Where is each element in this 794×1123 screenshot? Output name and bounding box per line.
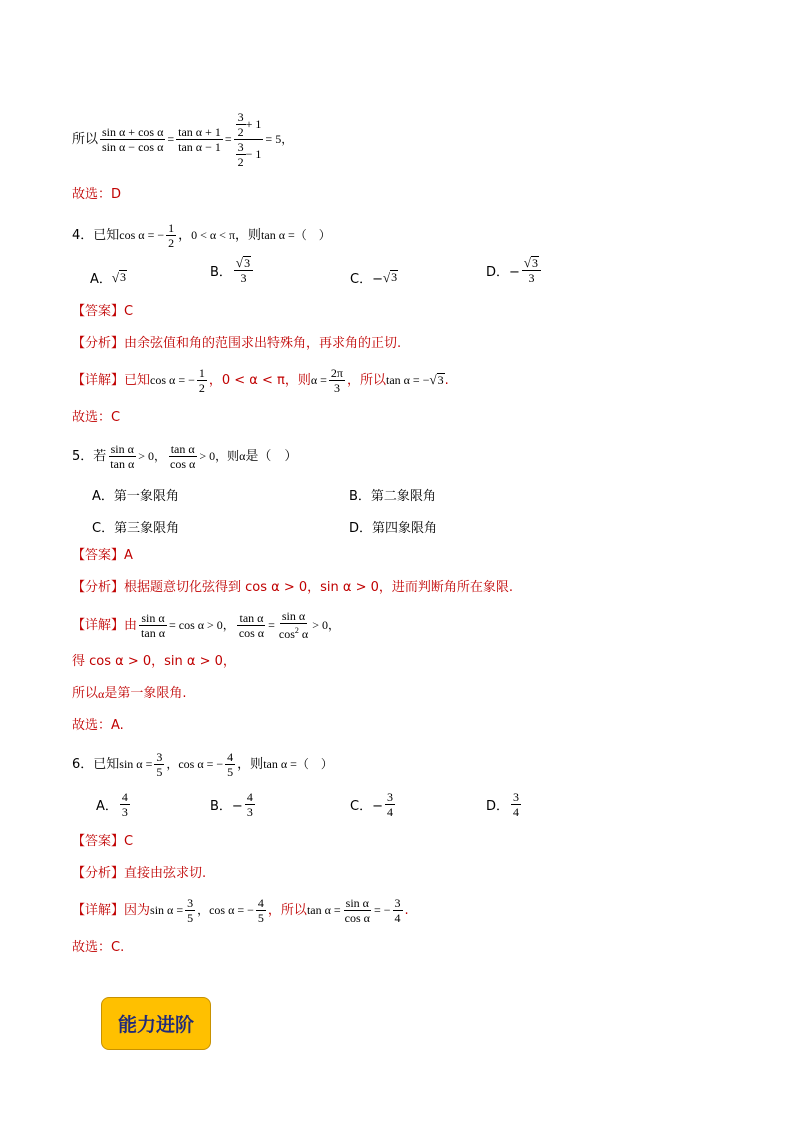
q4-stem-d: ，则 [235,227,262,243]
q6-stem-e: tan α =（ ） [263,757,333,771]
detail-tag: 【详解】 [72,617,125,633]
answer-text: A [124,548,133,563]
s1-frac3: $\frac{3}{2}$ + 1 $\frac{3}{2}$ − 1 [234,110,264,169]
q4-frac-half: $\frac{1}{2}$ [168,220,175,250]
q6-stem-a: 6．已知 [72,756,120,772]
q5-detail-d: > 0， [312,618,340,632]
q5-stem-b: > 0， [138,449,167,463]
q4-option-c: C．− √ 3 [350,269,398,287]
q6-opt-a-label: A． [96,799,118,814]
q6-stem-d: ，则 [237,756,264,772]
q4-detail-f: . [444,372,449,388]
s1-eq: = [167,132,175,146]
q5-detail-a: 由 [124,617,138,633]
q4-answer [72,305,133,318]
answer-text: C [124,834,134,849]
q6-stem-c: ，cos α = − [166,757,224,771]
q5-so [72,687,186,700]
q4-detail-b: ，0 < α < π，则 [208,372,311,388]
q5-final: 故选：A. [72,718,124,733]
q6-detail-e: tan α = [306,903,341,917]
q4-detail-a: 已知 [124,372,151,388]
q6-option-d: D． $\frac{3}{4}$ [486,790,520,819]
q4-detail-d: ，所以 [346,372,386,388]
q4-opt-d-label: D．− [486,265,520,280]
q4-stem-c: 0 < α < π [191,228,236,242]
answer-text: C [124,304,134,319]
q5-stem-a: 5．若 [72,448,107,464]
q6-stem-b: sin α = [119,757,153,771]
q5-detail-c: = [268,618,275,632]
q5-detail-b: = cos α > 0， [168,618,235,632]
analysis-tag: 【分析】 [72,580,125,595]
q6-option-a: A． $\frac{4}{3}$ [96,790,128,819]
s1-frac2: $\frac{\text{tan α + 1}}{\text{tan α − 1}}$ [178,124,221,154]
q5-so-a: 所以 [72,686,99,701]
q5-stem: 5．若 $\frac{\text{sin α}}{\text{tan α}}$ > 0， $\frac{\text{tan α}}{\text{cos α}}$ > 0，则 α 是（ ） [72,441,298,471]
q6-analysis [72,867,206,880]
q5-stem-d: α [239,449,246,463]
q4-detail: 【详解】 已知 cos α = − $\frac{1}{2}$ ，0 < α < π，则 α = $\frac{2\pi}{3}$ ，所以 tan α = − √ 3 . [72,365,449,395]
q6-opt-d-label: D． [486,799,510,814]
q4-stem-b: ， [178,227,192,243]
answer-tag: 【答案】 [72,548,125,563]
q4-detail-e: tan α = − [385,373,430,387]
q5-get: 得 cos α > 0，sin α > 0， [72,654,236,669]
q4-final: 故选：C [72,410,121,425]
q4-option-b: B． √ 3 3 [210,256,255,285]
q6-detail-c: ，cos α = − [197,903,254,917]
q5-option-c: C．第三象限角 [92,521,180,536]
answer-tag: 【答案】 [72,304,125,319]
q5-option-a: A．第一象限角 [92,489,179,504]
analysis-tag: 【分析】 [72,336,125,351]
q4-option-a: A． √ 3 [90,269,127,287]
q6-option-c: C．− $\frac{3}{4}$ [350,790,393,819]
q5-stem-c: > 0，则 [199,449,240,463]
s1-choice: 故选：D [72,187,122,202]
q4-opt-a-label: A． [90,272,112,287]
q5-so-b: α [98,686,105,701]
s1-line [72,104,293,174]
q6-detail: 【详解】 因为 sin α = $\frac{3}{5}$ ，cos α = − $\frac{4}{5}$ ，所以 tan α = $\frac{\text{sin α}}{\text{cos α}}$ = − $\frac{3}{4}$ . [72,895,409,925]
q4-stem-a: 4．已知 [72,227,120,243]
q6-option-b: B．− $\frac{4}{3}$ [210,790,253,819]
q4-opt-c-label: C．− [350,272,383,287]
q4-stem: 4．已知 cos α = − $\frac{1}{2}$ ， 0 < α < π ，则 tan α =（ ） [72,220,331,250]
s1-result: = 5， [265,132,294,146]
q4-opt-b-label: B． [210,265,232,280]
analysis-text: 由余弦值和角的范围求出特殊角，再求角的正切. [124,336,402,351]
s1-frac1: $\frac{\text{sin α + cos α}}{\text{sin α − cos α}}$ [102,124,164,154]
q6-detail-a: 因为 [124,902,151,918]
q6-detail-b: sin α = [150,903,184,917]
q5-answer [72,549,133,562]
q6-stem: 6．已知 sin α = $\frac{3}{5}$ ，cos α = − $\frac{4}{5}$ ，则 tan α =（ ） [72,749,333,779]
q5-option-b: B．第二象限角 [349,489,436,504]
q6-detail-f: = − [373,903,391,917]
s1-prefix: 所以 [72,131,99,147]
section-badge: 能力进阶 [101,997,211,1050]
q6-detail-d: ，所以 [267,902,307,918]
q6-answer [72,835,133,848]
analysis-tag: 【分析】 [72,866,125,881]
q6-final: 故选：C. [72,940,125,955]
q4-option-d: D．− √ 3 3 [486,256,543,285]
detail-tag: 【详解】 [72,902,125,918]
analysis-text: 直接由弦求切. [124,866,207,881]
q6-opt-b-label: B．− [210,799,243,814]
q4-detail-c: α = [310,373,327,387]
answer-tag: 【答案】 [72,834,125,849]
q4-analysis [72,337,401,350]
q6-opt-c-label: C．− [350,799,383,814]
analysis-text: 根据题意切化弦得到 cos α > 0，sin α > 0，进而判断角所在象限. [124,580,514,595]
q5-analysis [72,581,513,594]
q5-stem-e: 是（ ） [245,448,298,464]
s1-eq2: = [224,132,232,146]
q4-stem-e: tan α =（ ） [261,228,331,242]
q5-so-c: 是第一象限角. [104,686,187,701]
q6-detail-g: . [404,902,409,918]
q5-option-d: D．第四象限角 [349,521,438,536]
detail-tag: 【详解】 [72,372,125,388]
q5-detail: 【详解】 由 $\frac{\text{sin α}}{\text{tan α}}$ = cos α > 0， $\frac{\text{tan α}}{\text{cos α}}$ = $\frac{\text{sin α}}{\cos^2 \alpha}$ > 0， [72,609,340,641]
